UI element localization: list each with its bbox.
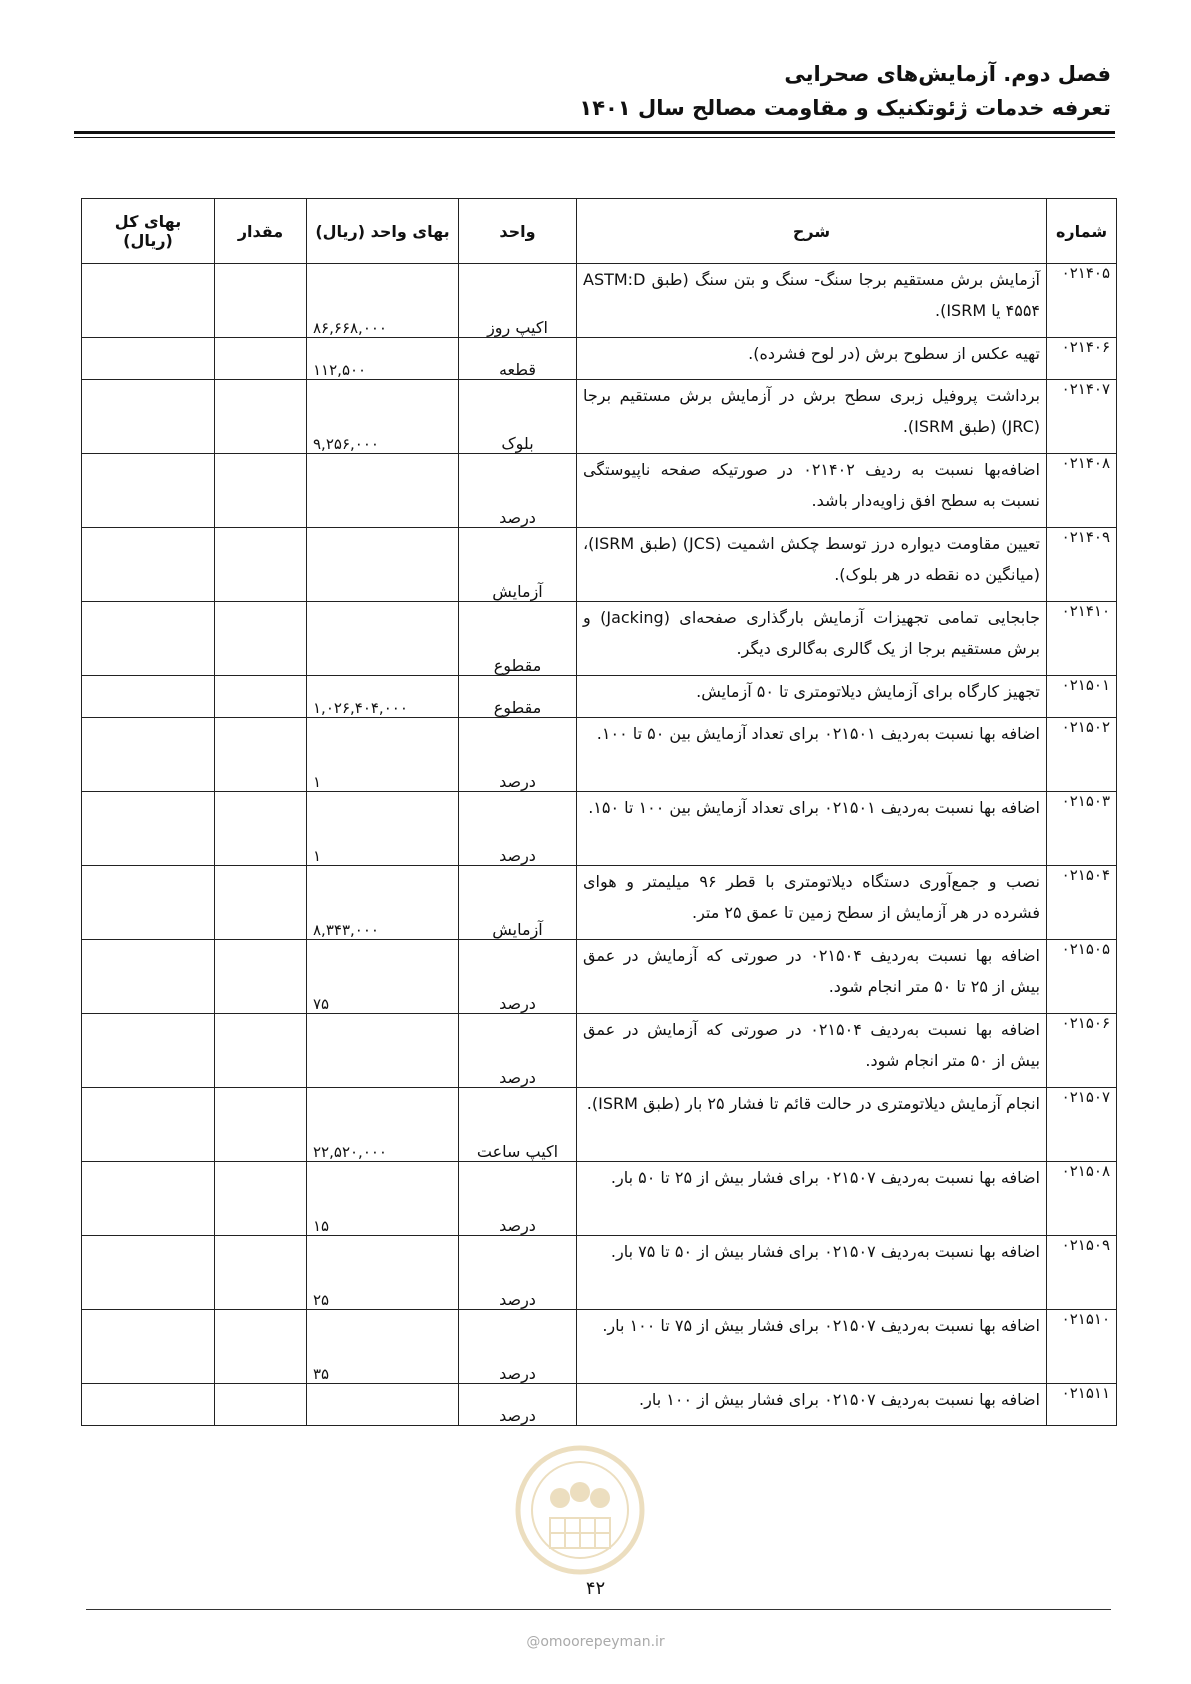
row-number: ۰۲۱۵۰۸ xyxy=(1047,1162,1117,1236)
col-header-quantity: مقدار xyxy=(215,199,307,264)
tariff-table xyxy=(81,198,1117,1426)
row-quantity xyxy=(215,1014,307,1088)
row-total xyxy=(82,338,215,380)
table-row xyxy=(82,454,1117,528)
col-header-number: شماره xyxy=(1047,199,1117,264)
row-quantity xyxy=(215,718,307,792)
row-unit-price xyxy=(307,1014,459,1088)
row-unit: درصد xyxy=(459,1384,577,1426)
row-number: ۰۲۱۵۰۳ xyxy=(1047,792,1117,866)
row-quantity xyxy=(215,676,307,718)
row-description: اضافه بها نسبت به‌ردیف ۰۲۱۵۰۴ در صورتی که آزمایش در عمق بیش از ۲۵ تا ۵۰ متر انجام شود. xyxy=(577,940,1047,1014)
row-unit-price xyxy=(307,454,459,528)
row-description: اضافه بها نسبت به‌ردیف ۰۲۱۵۰۱ برای تعداد آزمایش بین ۵۰ تا ۱۰۰. xyxy=(577,718,1047,792)
row-quantity xyxy=(215,528,307,602)
header-rule-thin xyxy=(74,137,1115,138)
row-quantity xyxy=(215,1162,307,1236)
row-unit: درصد xyxy=(459,1310,577,1384)
row-quantity xyxy=(215,1310,307,1384)
row-description: نصب و جمع‌آوری دستگاه دیلاتومتری با قطر ۹۶ میلیمتر و هوای فشرده در هر آزمایش از سطح زمین تا عمق ۲۵ متر. xyxy=(577,866,1047,940)
row-number: ۰۲۱۵۰۶ xyxy=(1047,1014,1117,1088)
row-total xyxy=(82,602,215,676)
row-quantity xyxy=(215,1088,307,1162)
row-description: اضافه بها نسبت به‌ردیف ۰۲۱۵۰۷ برای فشار بیش از ۷۵ تا ۱۰۰ بار. xyxy=(577,1310,1047,1384)
table-row xyxy=(82,1310,1117,1384)
publisher-seal-watermark xyxy=(510,1420,650,1590)
table-row xyxy=(82,528,1117,602)
row-number: ۰۲۱۵۰۵ xyxy=(1047,940,1117,1014)
row-unit-price: ۱۱۲,۵۰۰ xyxy=(307,338,459,380)
row-total xyxy=(82,264,215,338)
row-unit-price: ۹,۲۵۶,۰۰۰ xyxy=(307,380,459,454)
row-total xyxy=(82,676,215,718)
col-header-unit: واحد xyxy=(459,199,577,264)
header-rule-thick xyxy=(74,131,1115,134)
row-number: ۰۲۱۵۰۱ xyxy=(1047,676,1117,718)
row-unit-price xyxy=(307,528,459,602)
website-watermark: @omoorepeyman.ir xyxy=(526,1634,665,1650)
row-unit: درصد xyxy=(459,792,577,866)
row-total xyxy=(82,1162,215,1236)
row-unit: درصد xyxy=(459,1162,577,1236)
row-number: ۰۲۱۵۰۹ xyxy=(1047,1236,1117,1310)
row-unit: بلوک xyxy=(459,380,577,454)
row-description: برداشت پروفیل زبری سطح برش در آزمایش برش مستقیم برجا (JRC) (طبق ISRM). xyxy=(577,380,1047,454)
row-quantity xyxy=(215,338,307,380)
table-row xyxy=(82,866,1117,940)
table-row xyxy=(82,792,1117,866)
row-unit: اکیپ روز xyxy=(459,264,577,338)
row-number: ۰۲۱۴۰۶ xyxy=(1047,338,1117,380)
col-header-unit-price: بهای واحد (ریال) xyxy=(307,199,459,264)
table-row xyxy=(82,1236,1117,1310)
row-total xyxy=(82,866,215,940)
row-number: ۰۲۱۴۰۹ xyxy=(1047,528,1117,602)
table-row xyxy=(82,1162,1117,1236)
row-number: ۰۲۱۴۰۷ xyxy=(1047,380,1117,454)
row-number: ۰۲۱۵۰۴ xyxy=(1047,866,1117,940)
row-total xyxy=(82,528,215,602)
row-unit-price: ۸۶,۶۶۸,۰۰۰ xyxy=(307,264,459,338)
row-description: آزمایش برش مستقیم برجا سنگ- سنگ و بتن سنگ (طبق ASTM:D ۴۵۵۴ یا ISRM). xyxy=(577,264,1047,338)
row-unit: درصد xyxy=(459,940,577,1014)
row-description: تعیین مقاومت دیواره درز توسط چکش اشمیت (JCS) (طبق ISRM)، (میانگین ده نقطه در هر بلوک). xyxy=(577,528,1047,602)
row-unit-price: ۱ xyxy=(307,718,459,792)
row-unit-price: ۷۵ xyxy=(307,940,459,1014)
document-title: تعرفه خدمات ژئوتکنیک و مقاومت مصالح سال ۱۴۰۱ xyxy=(579,96,1111,120)
row-quantity xyxy=(215,792,307,866)
row-unit-price: ۱۵ xyxy=(307,1162,459,1236)
table-row xyxy=(82,718,1117,792)
row-total xyxy=(82,1014,215,1088)
row-total xyxy=(82,1088,215,1162)
row-unit: مقطوع xyxy=(459,602,577,676)
row-number: ۰۲۱۴۰۸ xyxy=(1047,454,1117,528)
row-unit: اکیپ ساعت xyxy=(459,1088,577,1162)
table-row xyxy=(82,602,1117,676)
table-row xyxy=(82,676,1117,718)
table-row xyxy=(82,940,1117,1014)
row-total xyxy=(82,940,215,1014)
row-unit: درصد xyxy=(459,1014,577,1088)
row-quantity xyxy=(215,1384,307,1426)
row-number: ۰۲۱۵۱۱ xyxy=(1047,1384,1117,1426)
row-unit: درصد xyxy=(459,1236,577,1310)
row-quantity xyxy=(215,602,307,676)
row-description: تجهیز کارگاه برای آزمایش دیلاتومتری تا ۵۰ آزمایش. xyxy=(577,676,1047,718)
row-number: ۰۲۱۵۰۲ xyxy=(1047,718,1117,792)
row-description: انجام آزمایش دیلاتومتری در حالت قائم تا فشار ۲۵ بار (طبق ISRM). xyxy=(577,1088,1047,1162)
row-description: جابجایی تمامی تجهیزات آزمایش بارگذاری صفحه‌ای (Jacking) و برش مستقیم برجا از یک گالری به‌گالری دیگر. xyxy=(577,602,1047,676)
row-quantity xyxy=(215,380,307,454)
table-row xyxy=(82,1014,1117,1088)
row-unit-price: ۸,۳۴۳,۰۰۰ xyxy=(307,866,459,940)
row-description: اضافه بها نسبت به‌ردیف ۰۲۱۵۰۴ در صورتی که آزمایش در عمق بیش از ۵۰ متر انجام شود. xyxy=(577,1014,1047,1088)
row-description: اضافه بها نسبت به‌ردیف ۰۲۱۵۰۷ برای فشار بیش از ۲۵ تا ۵۰ بار. xyxy=(577,1162,1047,1236)
col-header-total: بهای کل (ریال) xyxy=(82,199,215,264)
row-unit-price xyxy=(307,602,459,676)
row-quantity xyxy=(215,264,307,338)
row-quantity xyxy=(215,940,307,1014)
row-description: تهیه عکس از سطوح برش (در لوح فشرده). xyxy=(577,338,1047,380)
row-description: اضافه بها نسبت به‌ردیف ۰۲۱۵۰۱ برای تعداد آزمایش بین ۱۰۰ تا ۱۵۰. xyxy=(577,792,1047,866)
row-unit-price xyxy=(307,1384,459,1426)
table-row xyxy=(82,264,1117,338)
row-total xyxy=(82,792,215,866)
row-unit-price: ۱,۰۲۶,۴۰۴,۰۰۰ xyxy=(307,676,459,718)
row-description: اضافه‌بها نسبت به ردیف ۰۲۱۴۰۲ در صورتیکه صفحه ناپیوستگی نسبت به سطح افق زاویه‌دار باشد. xyxy=(577,454,1047,528)
row-number: ۰۲۱۴۰۵ xyxy=(1047,264,1117,338)
row-total xyxy=(82,1384,215,1426)
table-header-row xyxy=(82,199,1117,264)
row-total xyxy=(82,454,215,528)
row-total xyxy=(82,1310,215,1384)
row-unit: مقطوع xyxy=(459,676,577,718)
row-total xyxy=(82,380,215,454)
row-quantity xyxy=(215,866,307,940)
row-quantity xyxy=(215,454,307,528)
row-number: ۰۲۱۵۱۰ xyxy=(1047,1310,1117,1384)
row-unit: درصد xyxy=(459,454,577,528)
page-number: ۴۲ xyxy=(585,1578,606,1599)
row-unit-price: ۲۵ xyxy=(307,1236,459,1310)
table-row xyxy=(82,338,1117,380)
chapter-title: فصل دوم. آزمایش‌های صحرایی xyxy=(784,62,1111,86)
row-description: اضافه بها نسبت به‌ردیف ۰۲۱۵۰۷ برای فشار بیش از ۱۰۰ بار. xyxy=(577,1384,1047,1426)
row-quantity xyxy=(215,1236,307,1310)
table-row xyxy=(82,1088,1117,1162)
row-unit-price: ۳۵ xyxy=(307,1310,459,1384)
row-unit: آزمایش xyxy=(459,528,577,602)
row-total xyxy=(82,718,215,792)
table-row xyxy=(82,380,1117,454)
col-header-description: شرح xyxy=(577,199,1047,264)
row-total xyxy=(82,1236,215,1310)
row-unit-price: ۲۲,۵۲۰,۰۰۰ xyxy=(307,1088,459,1162)
row-description: اضافه بها نسبت به‌ردیف ۰۲۱۵۰۷ برای فشار بیش از ۵۰ تا ۷۵ بار. xyxy=(577,1236,1047,1310)
row-number: ۰۲۱۴۱۰ xyxy=(1047,602,1117,676)
footer-rule xyxy=(86,1609,1111,1610)
row-unit-price: ۱ xyxy=(307,792,459,866)
row-unit: آزمایش xyxy=(459,866,577,940)
row-unit: قطعه xyxy=(459,338,577,380)
row-unit: درصد xyxy=(459,718,577,792)
row-number: ۰۲۱۵۰۷ xyxy=(1047,1088,1117,1162)
page-header xyxy=(71,58,1111,124)
